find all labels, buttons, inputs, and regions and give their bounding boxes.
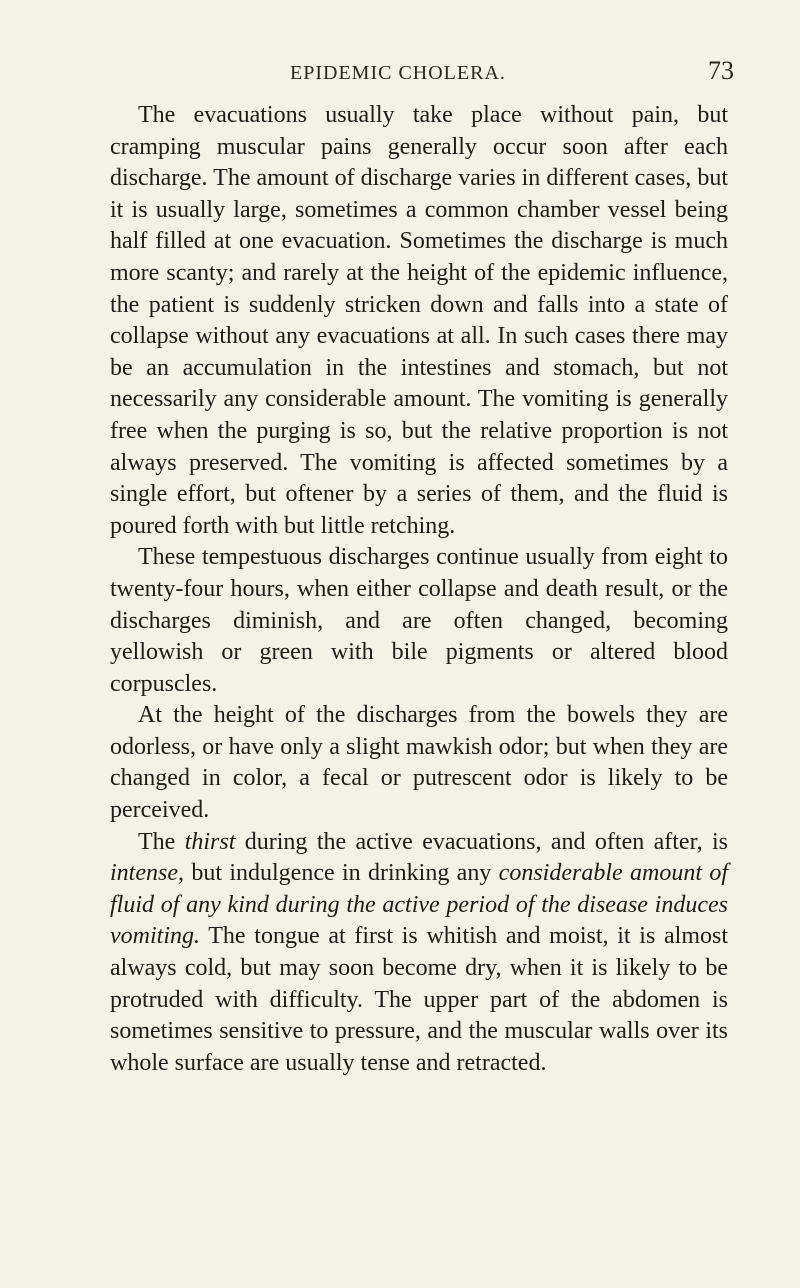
paragraph-thirst bbox=[110, 827, 728, 1080]
text-segment: The bbox=[138, 828, 185, 855]
text-segment: The tongue at first is whitish and moist, it is almost always cold, but may soon become dry, when it is likely to be protruded with difficulty. The upper part of the abdomen is sometimes sensitive to pressure, and the muscular walls over its whole surface are usually tense and retracted. bbox=[110, 923, 728, 1076]
text-segment: during the active evacuations, and often after, is bbox=[235, 828, 729, 855]
text-segment: but indulgence in drinking any bbox=[183, 860, 499, 887]
italic-term-intense: intense, bbox=[110, 860, 184, 887]
paragraph-duration: These tempestuous discharges continue usually from eight to twenty-four hours, when either collapse and death result, or the discharges diminish, and are often changed, becoming yellowish or green with bile pigments or altered blood corpuscles. bbox=[110, 544, 728, 697]
running-title: EPIDEMIC CHOLERA. bbox=[290, 62, 506, 84]
paragraph-evacuations: The evacuations usually take place without pain, but cramping muscular pains generally occur soon after each discharge. The amount of discharge varies in different cases, but it is usually large, sometimes a common chamber vessel being half filled at one evacuation. Sometimes the discharge is much more scanty; and rarely at the height of the epidemic influence, the patient is suddenly stricken down and falls into a state of collapse without any evacuations at all. In such cases there may be an accumulation in the intestines and stomach, but not necessarily any considerable amount. The vomiting is generally free when the purging is so, but the relative proportion is not always preserved. The vomiting is affected sometimes by a single effort, but oftener by a series of them, and the fluid is poured forth with but little retching. bbox=[110, 102, 728, 539]
italic-term-thirst: thirst bbox=[184, 828, 236, 855]
paragraph-odor: At the height of the discharges from the bowels they are odorless, or have only a slight mawkish odor; but when they are changed in color, a fecal or putrescent odor is likely to be perceived. bbox=[110, 702, 728, 824]
italic-clause-vomiting: considerable amount of fluid of any kind during the active period of the disease induces vomiting. bbox=[110, 860, 729, 950]
page-number: 73 bbox=[708, 56, 734, 85]
body-text bbox=[110, 100, 728, 1079]
